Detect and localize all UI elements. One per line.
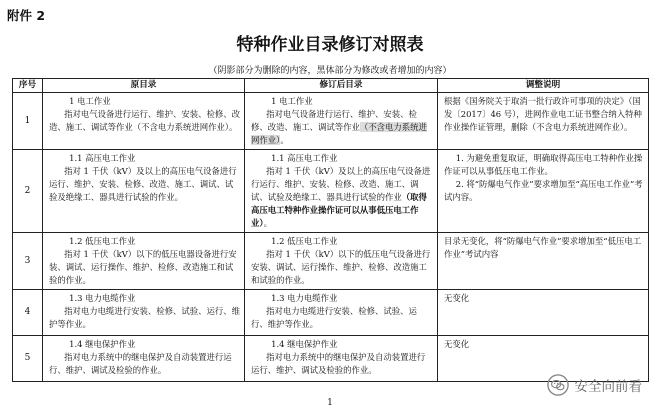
wechat-icon [547,374,569,396]
explanation-text: 2. 将“防爆电气作业”要求增加至“高压电工作业”考试内容。 [444,179,643,202]
row-revised [245,290,438,336]
original-heading: 1.1 高压电工作业 [69,153,136,163]
revised-deleted-text: （不含电力系统进网作业） [251,122,427,145]
watermark-text: 安全向前看 [574,379,642,395]
row-seq: 3 [13,233,43,290]
row-explanation [438,233,649,290]
table-row [13,150,649,233]
revised-text: 指对电力电缆进行安装、检修、试验、运行、维护等作业。 [251,306,417,329]
watermark [547,374,643,396]
page-number: 1 [327,398,333,408]
table-note: （阴影部分为删除的内容，黑体部分为修改或者增加的内容） [208,66,452,76]
row-revised [245,336,438,382]
explanation-text: 目录无变化，将“防爆电气作业”要求增加至“低压电工作业”考试内容 [444,236,642,259]
original-text: 指对 1 千伏（kV）以下的低压电器设备进行安装、调试、运行操作、维护、检修、改造施工和试验的作业。 [49,249,237,285]
original-heading: 1 电工作业 [69,96,111,106]
row-original [43,93,245,150]
explanation-text: 无变化 [444,339,470,349]
table-header-row [13,79,649,93]
explanation-text: 1. 为避免重复取证，明确取得高压电工特种作业操作证可以从事低压电工作业。 [444,153,643,176]
row-original [43,336,245,382]
original-heading: 1.3 电力电缆作业 [69,293,136,303]
explanation-text: 无变化 [444,293,470,303]
revised-heading: 1.1 高压电工作业 [271,153,338,163]
original-text: 指对 1 千伏（kV）及以上的高压电气设备进行运行、维护、安装、检修、改造、施工、调试、试验及绝缘工、器具进行试验的作业。 [49,166,237,202]
row-seq: 2 [13,150,43,233]
attachment-label: 附件 2 [7,8,46,23]
row-original [43,150,245,233]
row-revised [245,93,438,150]
header-revised: 修订后目录 [245,79,438,93]
row-revised [245,150,438,233]
revised-added-text: （取得高压电工特种作业操作证可以从事低压电工作业） [251,192,427,228]
revised-text: 指对 1 千伏（kV）及以上的高压电气设备进行运行、维护、安装、检修、改造、施工、调试、试验及绝缘工、器具进行试验的作业 [251,166,431,202]
row-explanation [438,150,649,233]
page-title: 特种作业目录修订对照表 [236,35,424,55]
table-row [13,233,649,290]
table-row [13,93,649,150]
revised-heading: 1 电工作业 [271,96,313,106]
revised-heading: 1.4 继电保护作业 [271,339,338,349]
original-heading: 1.4 继电保护作业 [69,339,136,349]
row-seq: 1 [13,93,43,150]
original-text: 指对电气设备进行运行、维护、安装、检修、改造、施工、调试等作业（不含电力系统进网作业）。 [49,109,240,132]
revised-text: 指对 1 千伏（kV）以下的低压电气设备进行安装、调试、运行操作、维护、检修、改造施工和试验的作业。 [251,249,431,285]
row-original [43,233,245,290]
header-original: 原目录 [43,79,245,93]
row-revised [245,233,438,290]
row-explanation [438,290,649,336]
revision-table [12,78,649,382]
explanation-text: 根据《国务院关于取消一批行政许可事项的决定》（国发〔2017〕46 号），进网作业电工证书整合纳入特种作业操作证管理，删除（不含电力系统进网作业）。 [444,96,642,132]
original-text: 指对电力电缆进行安装、检修、试验、运行、维护等作业。 [49,306,240,329]
original-heading: 1.2 低压电工作业 [69,236,136,246]
row-seq: 4 [13,290,43,336]
revised-text: 指对电力系统中的继电保护及自动装置进行运行、维护、调试及检验的作业。 [251,352,426,375]
header-explanation: 调整说明 [438,79,649,93]
revised-heading: 1.2 低压电工作业 [271,236,338,246]
header-seq: 序号 [13,79,43,93]
revised-tail: 。 [280,135,289,145]
revised-text: 指对电气设备进行运行、维护、安装、检修、改造、施工、调试等作业 [251,109,417,132]
original-text: 指对电力系统中的继电保护及自动装置进行运行、维护、调试及检验的作业。 [49,352,232,375]
row-seq: 5 [13,336,43,382]
row-explanation [438,93,649,150]
revised-tail: 。 [263,218,272,228]
row-original [43,290,245,336]
table-row [13,290,649,336]
revised-heading: 1.3 电力电缆作业 [271,293,338,303]
